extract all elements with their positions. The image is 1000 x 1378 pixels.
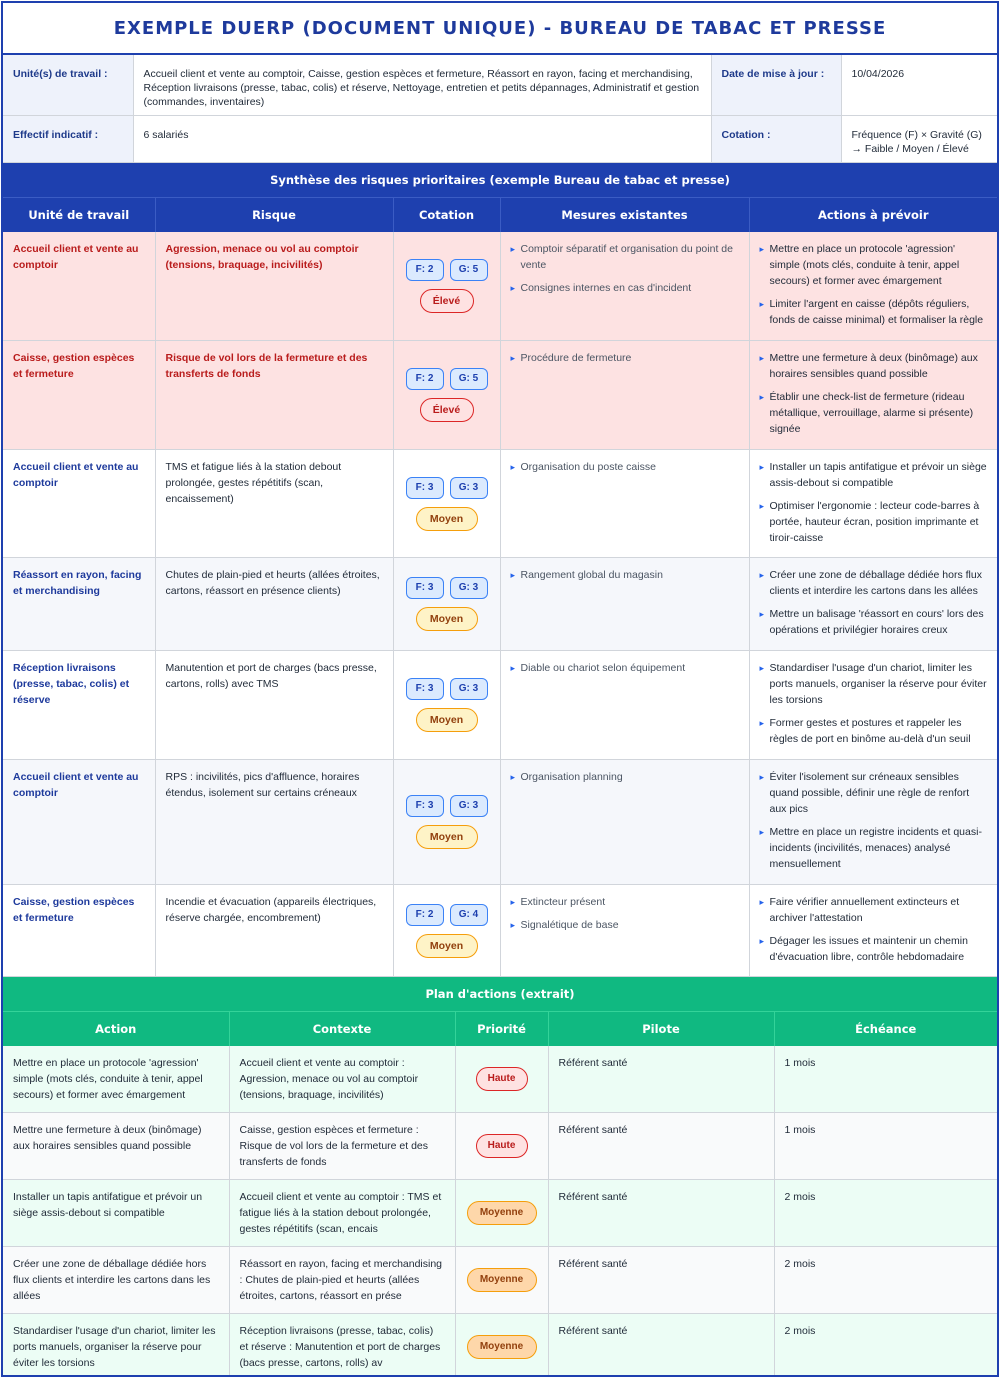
measure-item: ▸ Extincteur présent xyxy=(511,894,739,910)
risk-cotation xyxy=(393,651,500,760)
document-title: EXEMPLE DUERP (DOCUMENT UNIQUE) - BUREAU DE TABAC ET PRESSE xyxy=(3,3,997,55)
plan-header-priority: Priorité xyxy=(455,1012,548,1046)
risk-level-badge: Élevé xyxy=(420,289,474,313)
risk-cotation xyxy=(393,450,500,558)
plan-action: Standardiser l'usage d'un chariot, limiter les ports manuels, organiser la réserve pour éviter les torsions xyxy=(3,1314,229,1378)
measure-item: ▸ Consignes internes en cas d'incident xyxy=(511,280,739,296)
action-item: ▸ Mettre un balisage 'réassort en cours' lors des opérations et privilégier horaires creux xyxy=(760,606,988,638)
risk-name: Agression, menace ou vol au comptoir (tensions, braquage, incivilités) xyxy=(155,232,393,341)
risk-name: Chutes de plain-pied et heurts (allées étroites, cartons, réassort en présence clients) xyxy=(155,558,393,651)
plan-deadline: 2 mois xyxy=(774,1247,997,1314)
action-item: ▸ Dégager les issues et maintenir un chemin d'évacuation libre, contrôle hebdomadaire xyxy=(760,933,988,965)
risk-unit: Accueil client et vente au comptoir xyxy=(3,232,155,341)
meta-table xyxy=(3,55,997,163)
risk-level-badge: Moyen xyxy=(416,708,478,732)
action-item: ▸ Optimiser l'ergonomie : lecteur code-barres à portée, hauteur écran, position imprimante et tiroir-caisse xyxy=(760,498,988,546)
measure-item: ▸ Comptoir séparatif et organisation du point de vente xyxy=(511,241,739,273)
gravity-chip: G: 3 xyxy=(450,477,488,499)
action-item: ▸ Éviter l'isolement sur créneaux sensibles quand possible, définir une règle de renfort aux pics xyxy=(760,769,988,817)
risks-header-unit: Unité de travail xyxy=(3,198,155,232)
risks-header-cotation: Cotation xyxy=(393,198,500,232)
risk-level-badge: Moyen xyxy=(416,825,478,849)
plan-priority xyxy=(455,1247,548,1314)
risk-unit: Caisse, gestion espèces et fermeture xyxy=(3,885,155,977)
plan-priority xyxy=(455,1113,548,1180)
risk-measures xyxy=(500,760,749,885)
action-plan-table xyxy=(3,1011,997,1377)
risk-row xyxy=(3,341,997,450)
risk-cotation xyxy=(393,885,500,977)
measure-item: ▸ Organisation planning xyxy=(511,769,739,785)
gravity-chip: G: 5 xyxy=(450,368,488,390)
risk-actions xyxy=(749,651,997,760)
frequency-chip: F: 3 xyxy=(406,678,444,700)
risk-row xyxy=(3,232,997,341)
plan-context: Caisse, gestion espèces et fermeture : Risque de vol lors de la fermeture et des transferts de fonds xyxy=(229,1113,455,1180)
risk-cotation xyxy=(393,760,500,885)
risks-section-title: Synthèse des risques prioritaires (exemple Bureau de tabac et presse) xyxy=(3,163,997,197)
plan-deadline: 1 mois xyxy=(774,1113,997,1180)
risk-unit: Accueil client et vente au comptoir xyxy=(3,760,155,885)
plan-context: Accueil client et vente au comptoir : Agression, menace ou vol au comptoir (tensions, braquage, incivilités) xyxy=(229,1046,455,1113)
frequency-chip: F: 3 xyxy=(406,477,444,499)
plan-pilot: Référent santé xyxy=(548,1046,774,1113)
measure-item: ▸ Signalétique de base xyxy=(511,917,739,933)
duerp-document xyxy=(1,1,999,1377)
gravity-chip: G: 3 xyxy=(450,678,488,700)
plan-action: Mettre une fermeture à deux (binômage) aux horaires sensibles quand possible xyxy=(3,1113,229,1180)
priority-badge: Haute xyxy=(476,1134,528,1158)
risk-level-badge: Moyen xyxy=(416,607,478,631)
effectif-label: Effectif indicatif : xyxy=(3,116,133,163)
plan-priority xyxy=(455,1180,548,1247)
units-value: Accueil client et vente au comptoir, Caisse, gestion espèces et fermeture, Réassort en rayon, facing et merchandising, Réception livraisons (presse, tabac, colis) et réserve, Nettoyage, entretien et petits dépannages, Administratif et gestion (commandes, inventaires) xyxy=(133,55,711,116)
gravity-chip: G: 3 xyxy=(450,577,488,599)
risk-unit: Réassort en rayon, facing et merchandising xyxy=(3,558,155,651)
measure-item: ▸ Diable ou chariot selon équipement xyxy=(511,660,739,676)
risk-row xyxy=(3,760,997,885)
measure-item: ▸ Organisation du poste caisse xyxy=(511,459,739,475)
plan-action: Installer un tapis antifatigue et prévoir un siège assis-debout si compatible xyxy=(3,1180,229,1247)
risk-measures xyxy=(500,651,749,760)
action-item: ▸ Mettre en place un registre incidents et quasi-incidents (incivilités, menaces) analysé mensuellement xyxy=(760,824,988,872)
date-label: Date de mise à jour : xyxy=(711,55,841,116)
risk-name: RPS : incivilités, pics d'affluence, horaires étendus, isolement sur certains créneaux xyxy=(155,760,393,885)
priority-badge: Haute xyxy=(476,1067,528,1091)
risk-actions xyxy=(749,341,997,450)
risk-cotation xyxy=(393,558,500,651)
plan-row xyxy=(3,1314,997,1378)
risk-actions xyxy=(749,885,997,977)
risk-measures xyxy=(500,341,749,450)
risk-name: Incendie et évacuation (appareils électriques, réserve chargée, encombrement) xyxy=(155,885,393,977)
action-item: ▸ Mettre une fermeture à deux (binômage) aux horaires sensibles quand possible xyxy=(760,350,988,382)
plan-deadline: 1 mois xyxy=(774,1046,997,1113)
risk-actions xyxy=(749,760,997,885)
risk-actions xyxy=(749,558,997,651)
measure-item: ▸ Procédure de fermeture xyxy=(511,350,739,366)
plan-pilot: Référent santé xyxy=(548,1247,774,1314)
risk-name: Manutention et port de charges (bacs presse, cartons, rolls) avec TMS xyxy=(155,651,393,760)
plan-deadline: 2 mois xyxy=(774,1180,997,1247)
action-item: ▸ Mettre en place un protocole 'agression' simple (mots clés, conduite à tenir, appel secours) et former avec émargement xyxy=(760,241,988,289)
plan-header-pilot: Pilote xyxy=(548,1012,774,1046)
plan-pilot: Référent santé xyxy=(548,1314,774,1378)
risk-level-badge: Moyen xyxy=(416,507,478,531)
date-value: 10/04/2026 xyxy=(841,55,997,116)
risk-level-badge: Moyen xyxy=(416,934,478,958)
plan-header-context: Contexte xyxy=(229,1012,455,1046)
plan-priority xyxy=(455,1314,548,1378)
risk-measures xyxy=(500,232,749,341)
priority-badge: Moyenne xyxy=(467,1335,537,1359)
frequency-chip: F: 2 xyxy=(406,368,444,390)
risks-header-risk: Risque xyxy=(155,198,393,232)
units-label: Unité(s) de travail : xyxy=(3,55,133,116)
measure-item: ▸ Rangement global du magasin xyxy=(511,567,739,583)
risk-name: TMS et fatigue liés à la station debout prolongée, gestes répétitifs (scan, encaissement) xyxy=(155,450,393,558)
plan-row xyxy=(3,1113,997,1180)
plan-row xyxy=(3,1046,997,1113)
risk-row xyxy=(3,885,997,977)
action-item: ▸ Standardiser l'usage d'un chariot, limiter les ports manuels, organiser la réserve pour éviter les torsions xyxy=(760,660,988,708)
action-item: ▸ Limiter l'argent en caisse (dépôts réguliers, fonds de caisse minimal) et formaliser la règle xyxy=(760,296,988,328)
risk-name: Risque de vol lors de la fermeture et des transferts de fonds xyxy=(155,341,393,450)
risk-measures xyxy=(500,558,749,651)
frequency-chip: F: 2 xyxy=(406,904,444,926)
plan-action: Mettre en place un protocole 'agression' simple (mots clés, conduite à tenir, appel secours) et former avec émargement xyxy=(3,1046,229,1113)
action-item: ▸ Créer une zone de déballage dédiée hors flux clients et interdire les cartons dans les allées xyxy=(760,567,988,599)
action-item: ▸ Faire vérifier annuellement extincteurs et archiver l'attestation xyxy=(760,894,988,926)
risks-table xyxy=(3,197,997,977)
priority-badge: Moyenne xyxy=(467,1201,537,1225)
risk-unit: Caisse, gestion espèces et fermeture xyxy=(3,341,155,450)
plan-row xyxy=(3,1247,997,1314)
risk-actions xyxy=(749,232,997,341)
frequency-chip: F: 3 xyxy=(406,795,444,817)
action-item: ▸ Établir une check-list de fermeture (rideau métallique, verrouillage, alarme si présente) signée xyxy=(760,389,988,437)
plan-pilot: Référent santé xyxy=(548,1113,774,1180)
risk-cotation xyxy=(393,232,500,341)
frequency-chip: F: 2 xyxy=(406,259,444,281)
plan-priority xyxy=(455,1046,548,1113)
risk-unit: Accueil client et vente au comptoir xyxy=(3,450,155,558)
risks-header-actions: Actions à prévoir xyxy=(749,198,997,232)
plan-deadline: 2 mois xyxy=(774,1314,997,1378)
frequency-chip: F: 3 xyxy=(406,577,444,599)
plan-header-action: Action xyxy=(3,1012,229,1046)
risk-row xyxy=(3,651,997,760)
plan-context: Réception livraisons (presse, tabac, colis) et réserve : Manutention et port de charges (bacs presse, cartons, rolls) av xyxy=(229,1314,455,1378)
action-item: ▸ Former gestes et postures et rappeler les règles de port en binôme au-delà d'un seuil xyxy=(760,715,988,747)
risk-unit: Réception livraisons (presse, tabac, colis) et réserve xyxy=(3,651,155,760)
plan-section-title: Plan d'actions (extrait) xyxy=(3,977,997,1011)
risk-actions xyxy=(749,450,997,558)
priority-badge: Moyenne xyxy=(467,1268,537,1292)
plan-pilot: Référent santé xyxy=(548,1180,774,1247)
risk-cotation xyxy=(393,341,500,450)
plan-row xyxy=(3,1180,997,1247)
action-item: ▸ Installer un tapis antifatigue et prévoir un siège assis-debout si compatible xyxy=(760,459,988,491)
risk-row xyxy=(3,558,997,651)
cotation-label: Cotation : xyxy=(711,116,841,163)
risks-header-measures: Mesures existantes xyxy=(500,198,749,232)
gravity-chip: G: 5 xyxy=(450,259,488,281)
cotation-value: Fréquence (F) × Gravité (G) → Faible / Moyen / Élevé xyxy=(841,116,997,163)
gravity-chip: G: 3 xyxy=(450,795,488,817)
plan-action: Créer une zone de déballage dédiée hors flux clients et interdire les cartons dans les allées xyxy=(3,1247,229,1314)
risk-level-badge: Élevé xyxy=(420,398,474,422)
plan-context: Accueil client et vente au comptoir : TMS et fatigue liés à la station debout prolongée, gestes répétitifs (scan, encais xyxy=(229,1180,455,1247)
effectif-value: 6 salariés xyxy=(133,116,711,163)
gravity-chip: G: 4 xyxy=(450,904,488,926)
risk-measures xyxy=(500,450,749,558)
plan-header-deadline: Échéance xyxy=(774,1012,997,1046)
risk-row xyxy=(3,450,997,558)
risk-measures xyxy=(500,885,749,977)
plan-context: Réassort en rayon, facing et merchandising : Chutes de plain-pied et heurts (allées étroites, cartons, réassort en prése xyxy=(229,1247,455,1314)
